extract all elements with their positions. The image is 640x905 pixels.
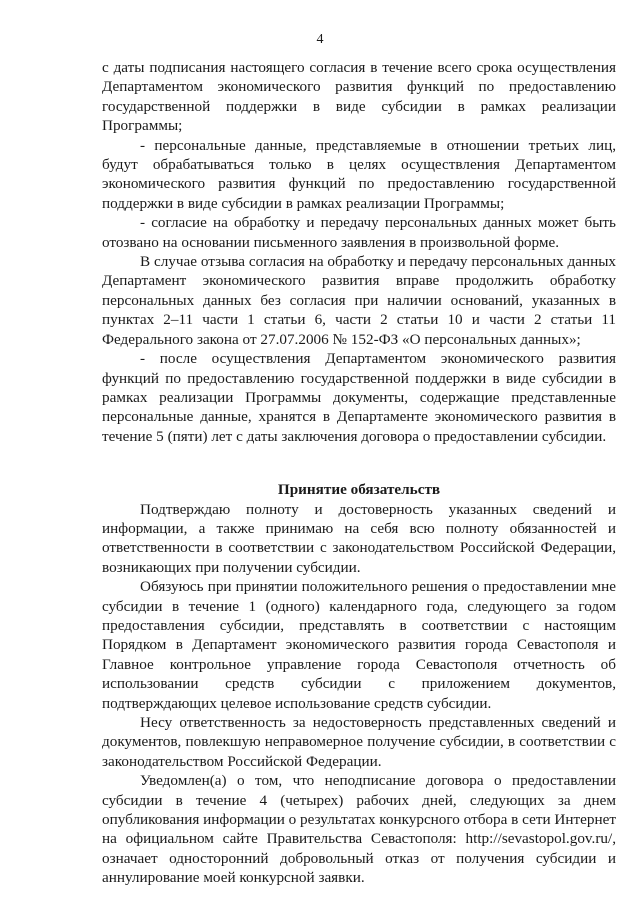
paragraph-consent-revocation: - согласие на обработку и передачу персональных данных может быть отозвано на основании письменного заявления в произвольной форме. bbox=[102, 214, 616, 251]
paragraph-responsibility: Несу ответственность за недостоверность представленных сведений и документов, повлекшую неправомерное получение субсидии, в соответствии с законодательством Российской Федерации. bbox=[102, 714, 616, 770]
paragraph-revocation-consequences: В случае отзыва согласия на обработку и передачу персональных данных Департамент экономического развития вправе продолжить обработку персональных данных без согласия при наличии оснований, указанных в пунктах 2–11 части 1 статьи 6, части 2 статьи 10 и части 2 статьи 11 Федерального закона от 27.07.2006 № 152-ФЗ «О персональных данных»; bbox=[102, 253, 616, 348]
paragraph-document-retention: - после осуществления Департаментом экономического развития функций по предоставлению государственной поддержки в виде субсидии в рамках реализации Программы документы, содержащие представленные персональные данные, хранятся в Департаменте экономического развития в течение 5 (пяти) лет с даты заключения договора о предоставлении субсидии. bbox=[102, 350, 616, 445]
paragraph-confirmation: Подтверждаю полноту и достоверность указанных сведений и информации, а также принимаю на себя всю полноту обязанностей и ответственности в соответствии с законодательством Российской Федерации, возникающих при получении субсидии. bbox=[102, 500, 616, 576]
section-title: Принятие обязательств bbox=[277, 481, 441, 499]
paragraph-consent-term: с даты подписания настоящего согласия в течение всего срока осуществления Департаментом экономического развития функций по предоставлению государственной поддержки в виде субсидии в рамках реализации Программы; bbox=[102, 59, 616, 135]
document-body bbox=[102, 58, 616, 888]
paragraph-reporting-obligation: Обязуюсь при принятии положительного решения о предоставлении мне субсидии в течение 1 (одного) календарного года, следующего за годом предоставления субсидии, представлять в соответствии с настоящим Порядком в Департамент экономического развития города Севастополя и Главное контрольное управление города Севастополя отчетность об использовании средств субсидии с приложением документов, подтверждающих целевое использование средств субсидии. bbox=[102, 578, 616, 712]
paragraph-notification: Уведомлен(а) о том, что неподписание договора о предоставлении субсидии в течение 4 (четырех) рабочих дней, следующих за днем опубликования информации о результатах конкурсного отбора в сети Интернет на официальном сайте Правительства Севастополя: http://sevastopol.gov.ru/, означает односторонний добровольный отказ от получения субсидии и аннулирование моей конкурсной заявки. bbox=[102, 772, 616, 887]
paragraph-third-party-data: - персональные данные, представляемые в отношении третьих лиц, будут обрабатываться только в целях осуществления Департаментом экономического развития функций по предоставлению государственной поддержки в виде субсидии в рамках реализации Программы; bbox=[102, 136, 616, 212]
page-number: 4 bbox=[316, 32, 324, 47]
